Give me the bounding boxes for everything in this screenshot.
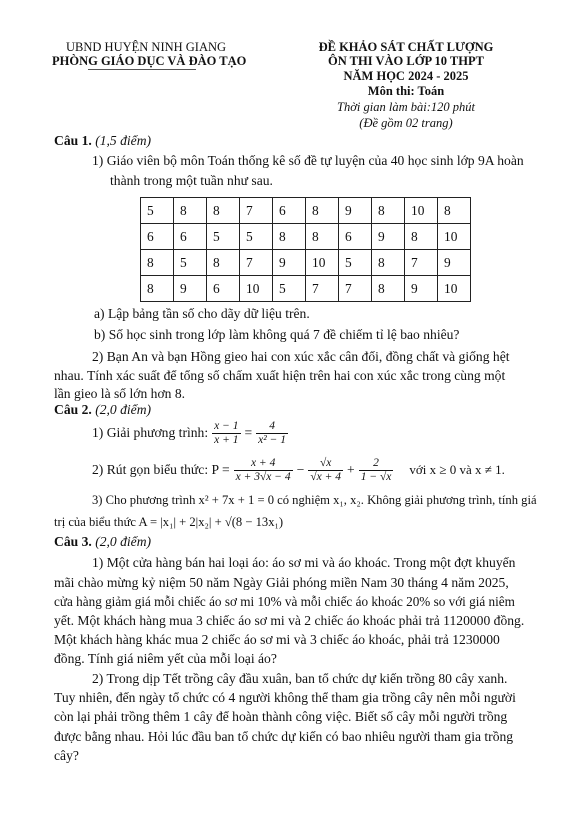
equals-sign: = [244, 425, 253, 440]
q1-part-b: b) Số học sinh trong lớp làm không quá 7 đề chiếm tỉ lệ bao nhiêu? [94, 327, 460, 342]
question-3-title: Câu 3. [54, 534, 92, 549]
q2-part1-equation [92, 415, 288, 451]
table-cell: 5 [240, 224, 273, 250]
q1-part2-line1: 2) Bạn An và bạn Hồng gieo hai con xúc xắc cân đối, đồng chất và giống hệt [92, 349, 510, 364]
table-cell: 9 [438, 250, 471, 276]
q2-expr-frac3-den: 1 − √x [360, 470, 392, 483]
header-district: UBND HUYỆN NINH GIANG [66, 40, 227, 54]
header-exam-title: ĐỀ KHẢO SÁT CHẤT LƯỢNG [318, 40, 494, 54]
table-cell: 8 [372, 250, 405, 276]
q2-expr-frac3 [359, 457, 394, 484]
q3-part1-line1: 1) Một cửa hàng bán hai loại áo: áo sơ mi và áo khoác. Trong một đợt khuyến [92, 555, 516, 570]
question-2-title: Câu 2. [54, 402, 92, 417]
q2-part2-label: 2) Rút gọn biểu thức: P = [92, 462, 230, 477]
q3-part2-line1: 2) Trong dịp Tết trồng cây đầu xuân, ban tổ chức dự kiến trồng 80 cây xanh. [92, 671, 508, 686]
table-cell: 9 [372, 224, 405, 250]
q3-part2-line4: được bằng nhau. Hỏi lúc đầu ban tổ chức dự kiến có bao nhiêu người tham gia trồng [54, 729, 514, 744]
minus-sign: − [296, 462, 305, 477]
q3-part2-line5: cây? [54, 748, 79, 763]
q2-part2-expression [92, 451, 505, 489]
q1-part-a: a) Lập bảng tần số cho dãy dữ liệu trên. [94, 306, 310, 321]
table-row [141, 198, 471, 224]
header-school-year: NĂM HỌC 2024 - 2025 [343, 69, 469, 83]
table-cell: 8 [174, 198, 207, 224]
q2-expr-frac2-den: √x + 4 [310, 470, 342, 483]
question-1-heading [54, 133, 151, 149]
q3-part2-line3: còn lại phải trồng thêm 1 cây để hoàn thành công việc. Biết số cây mỗi người trồng [54, 709, 508, 724]
q2-fraction-right-den: x² − 1 [258, 433, 286, 446]
question-1-title: Câu 1. [54, 133, 92, 148]
table-cell: 6 [273, 198, 306, 224]
table-cell: 5 [273, 276, 306, 302]
table-cell: 8 [207, 250, 240, 276]
question-1-points: (1,5 điểm) [95, 133, 152, 148]
table-row [141, 224, 471, 250]
header-subject: Môn thi: Toán [367, 84, 445, 98]
table-cell: 10 [438, 276, 471, 302]
q3-part1-line5: Một khách hàng khác mua 2 chiếc áo sơ mi và 3 chiếc áo khoác, phải trả 1230000 [54, 632, 500, 647]
table-cell: 7 [240, 198, 273, 224]
table-cell: 6 [339, 224, 372, 250]
table-cell: 8 [372, 276, 405, 302]
q1-part1-line2: thành trong một tuần như sau. [110, 173, 273, 188]
header-exam-subtitle: ÔN THI VÀO LỚP 10 THPT [328, 54, 484, 68]
q1-part1-line1: 1) Giáo viên bộ môn Toán thống kê số đề tự luyện của 40 học sinh lớp 9A hoàn [92, 153, 524, 168]
table-cell: 10 [306, 250, 339, 276]
table-cell: 8 [306, 198, 339, 224]
table-cell: 5 [174, 250, 207, 276]
table-cell: 8 [405, 224, 438, 250]
table-cell: 8 [207, 198, 240, 224]
question-2-points: (2,0 điểm) [95, 402, 152, 417]
q2-fraction-left-den: x + 1 [214, 433, 239, 446]
q2-expr-frac2-num: √x [308, 457, 343, 471]
header-pages: (Đề gồm 02 trang) [359, 116, 453, 130]
q2-part3-line2: trị của biểu thức A = |x₁| + 2|x₂| + √(8 − 13x₁) [54, 515, 284, 529]
q2-expr-frac1-num: x + 4 [234, 457, 293, 471]
table-cell: 10 [405, 198, 438, 224]
table-cell: 6 [207, 276, 240, 302]
table-cell: 7 [339, 276, 372, 302]
table-cell: 8 [141, 250, 174, 276]
table-cell: 8 [306, 224, 339, 250]
header-department: PHÒNG GIÁO DỤC VÀ ĐÀO TẠO [52, 54, 247, 68]
table-cell: 7 [405, 250, 438, 276]
q2-fraction-left [212, 420, 240, 447]
q3-part2-line2: Tuy nhiên, đến ngày tổ chức có 4 người không thể tham gia trồng cây nên mỗi người [54, 690, 516, 705]
q3-part1-line2: mãi chào mừng kỷ niệm 50 năm Ngày Giải phóng miền Nam 30 tháng 4 năm 2025, [54, 575, 509, 590]
table-cell: 5 [207, 224, 240, 250]
q2-fraction-right-num: 4 [256, 420, 288, 434]
q2-part3-line1: 3) Cho phương trình x² + 7x + 1 = 0 có nghiệm x₁, x₂. Không giải phương trình, tính giá [92, 493, 537, 507]
question-3-points: (2,0 điểm) [95, 534, 152, 549]
q1-part2-line3: lần gieo là số lớn hơn 8. [54, 386, 186, 401]
q2-fraction-left-num: x − 1 [214, 419, 239, 432]
q2-part1-label: 1) Giải phương trình: [92, 425, 209, 440]
table-cell: 6 [141, 224, 174, 250]
q2-expr-frac1 [234, 457, 293, 484]
q1-part2-line2: nhau. Tính xác suất để tổng số chấm xuất hiện trên hai con xúc xắc trong cùng một [54, 368, 506, 383]
q3-part1-line6: đồng. Tính giá niêm yết của mỗi loại áo? [54, 651, 277, 666]
table-cell: 6 [174, 224, 207, 250]
table-cell: 8 [273, 224, 306, 250]
table-cell: 8 [141, 276, 174, 302]
header-divider [88, 69, 196, 70]
q2-expr-frac2 [308, 457, 343, 484]
data-table [140, 197, 471, 302]
header-time: Thời gian làm bài:120 phút [337, 100, 475, 114]
table-cell: 9 [405, 276, 438, 302]
q2-part2-condition: với x ≥ 0 và x ≠ 1. [409, 462, 505, 477]
table-cell: 10 [438, 224, 471, 250]
question-3-heading [54, 534, 151, 550]
plus-sign: + [347, 462, 355, 477]
table-cell: 8 [438, 198, 471, 224]
table-row [141, 276, 471, 302]
q3-part1-line3: cửa hàng giảm giá mỗi chiếc áo sơ mi 10% và mỗi chiếc áo khoác 20% so với giá niêm [54, 594, 515, 609]
table-cell: 10 [240, 276, 273, 302]
table-row [141, 250, 471, 276]
q2-expr-frac3-num: 2 [359, 457, 394, 471]
table-cell: 5 [339, 250, 372, 276]
table-cell: 9 [174, 276, 207, 302]
table-cell: 8 [372, 198, 405, 224]
table-cell: 7 [240, 250, 273, 276]
table-cell: 5 [141, 198, 174, 224]
table-cell: 7 [306, 276, 339, 302]
table-cell: 9 [273, 250, 306, 276]
q2-expr-frac1-den: x + 3√x − 4 [235, 470, 291, 483]
q3-part1-line4: yết. Một khách hàng mua 3 chiếc áo sơ mi và 2 chiếc áo khoác phải trả 1120000 đồng. [54, 613, 525, 628]
q2-fraction-right [256, 420, 288, 447]
table-cell: 9 [339, 198, 372, 224]
